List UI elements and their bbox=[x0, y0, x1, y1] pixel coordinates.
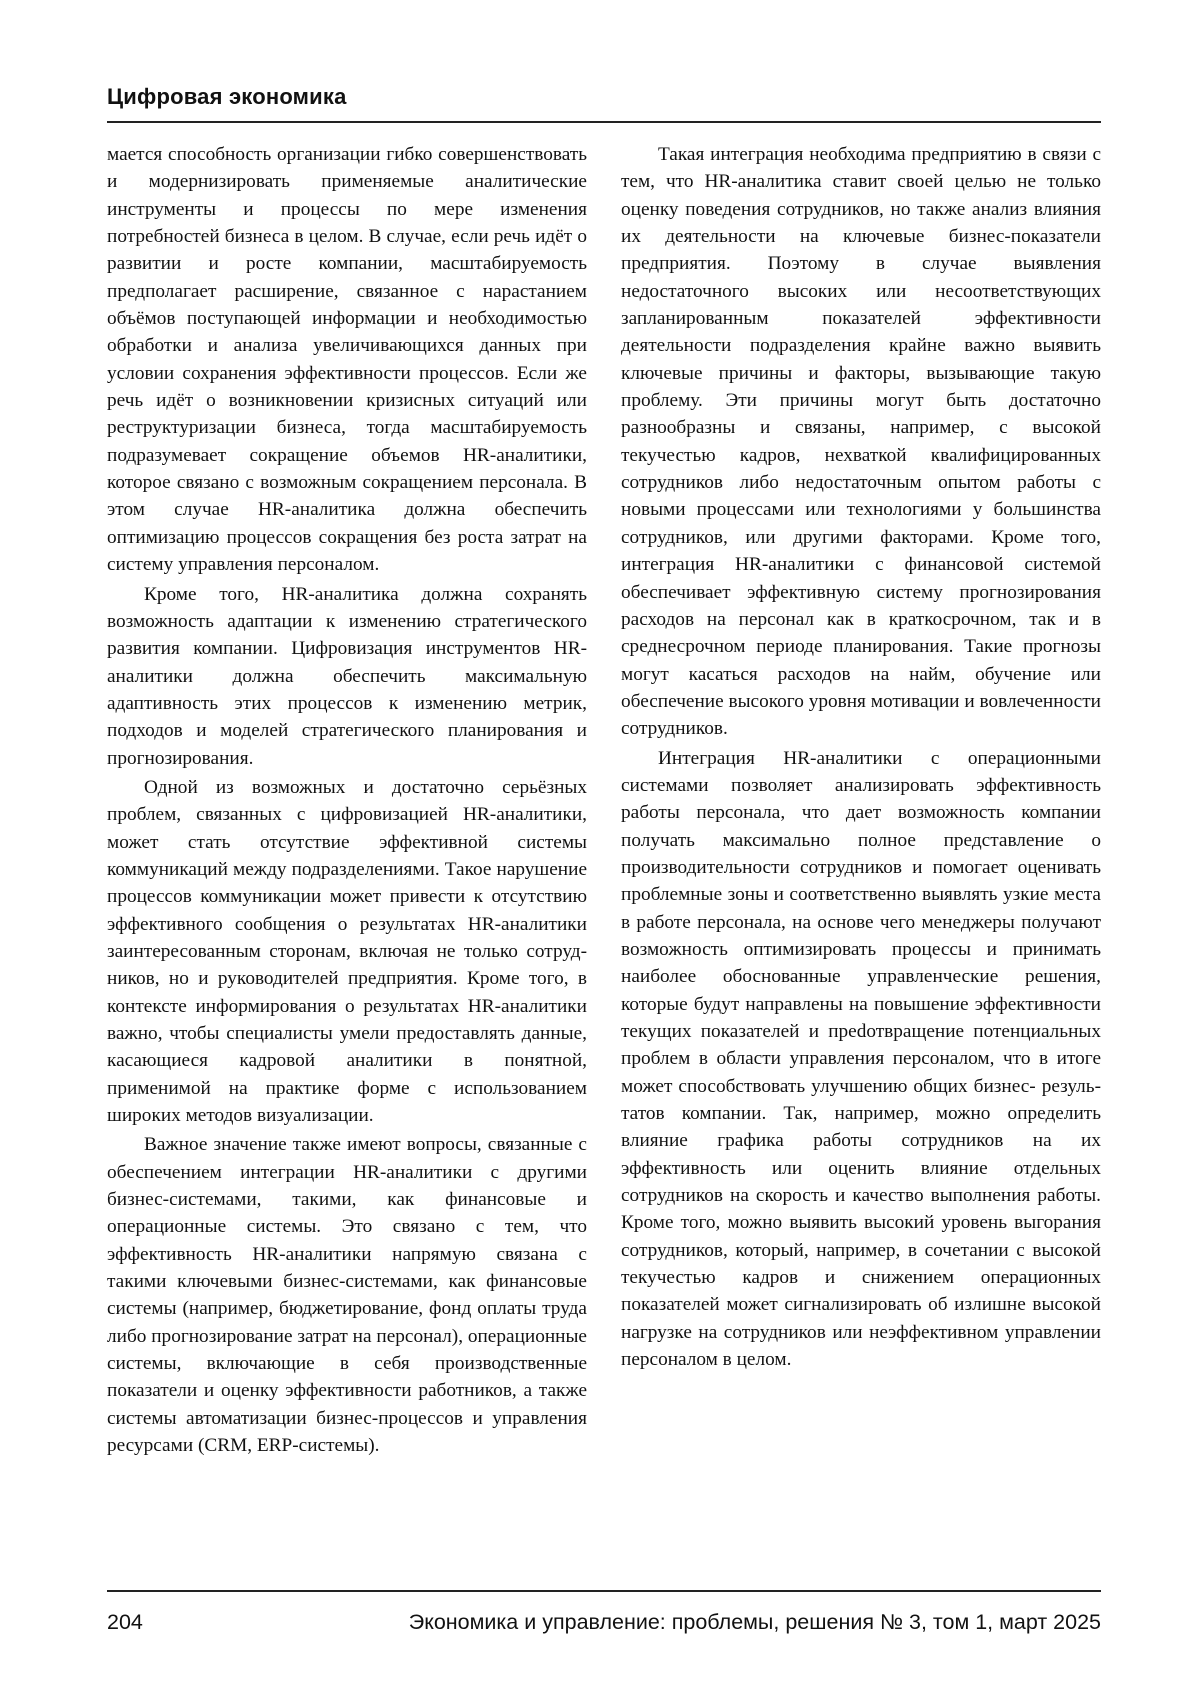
header-rule bbox=[107, 121, 1101, 123]
page-number: 204 bbox=[107, 1610, 143, 1634]
paragraph: Такая интеграция необходима предприятию в связи с тем, что HR-аналитика ставит своей целью не только оценку поведения сотрудников, но также анализ влияния их деятельности на ключевые бизнес-показатели предприятия. Поэтому в случае выявления недостаточного высоких или несоответствующих запланированным показателей эффективности деятельности подразделения крайне важно выявить ключевые причины и факторы, вызывающие такую проблему. Эти причины могут быть достаточно разнообразны и связаны, например, с высокой текучестью кадров, нехваткой квалифицированных сотрудников либо недостаточным опытом работы с новыми процессами или технологиями у большинства сотрудников, или другими факторами. Кроме того, интеграция HR-аналитики с финансовой системой обеспечивает эффективную систему прогнозирования расходов на персонал как в краткосрочном, так и в среднесрочном периоде планирования. Такие прогнозы могут касаться расходов на найм, обучение или обеспечение высокого уровня мотивации и вовлеченности сотрудников. bbox=[621, 144, 1101, 740]
paragraph: Кроме того, HR-аналитика должна сохранять возможность адаптации к изменению стратегического развития компании. Цифровизация инструментов HR-аналитики должна обеспечить максимальную адаптивность этих процессов к изменению метрик, подходов и моделей стратегического планирования и прогнозирования. bbox=[107, 583, 587, 769]
left-column bbox=[107, 141, 587, 1462]
paragraph: Важное значение также имеют вопросы, связанные с обеспечением интеграции HR-аналитики с другими бизнес-системами, такими, как финансовые и операционные системы. Это связано с тем, что эффективность HR-аналитики напрямую связана с такими ключевыми бизнес-системами, как финансовые системы (например, бюджетирование, фонд оплаты труда либо прогнозирование затрат на персонал), операционные системы, включающие в себя производственные показатели и оценку эффективности работников, а также системы автоматизации бизнес-процессов и управления ресурсами (CRM, ERP-системы). bbox=[107, 1134, 587, 1457]
paragraph: Интеграция HR-аналитики с операционными системами позволяет анализировать эффективность работы персонала, что дает возможность компании получать максимально полное представление о производительности сотрудников и помогает оценивать проблемные зоны и соответственно выявлять узкие места в работе персонала, на основе чего менеджеры получают возможность оптимизировать процессы и принимать наиболее обоснованные управленческие решения, которые будут направлены на повышение эффективности текущих показателей и преdотвращение потенциальных проблем в области управления персоналом, что в итоге может способствовать улучшению общих бизнес- результатов компании. Так, например, можно определить влияние графика работы сотрудников на их эффективность или оценить влияние отдельных сотрудников на скорость и качество выполнения работы. Кроме того, можно выявить высокий уровень выгорания сотрудников, который, например, в сочетании с высокой текучестью кадров и снижением операционных показателей может сигнализировать об излишне высокой нагрузке на сотрудников или неэффективном управлении персоналом в целом. bbox=[621, 747, 1101, 1371]
journal-title: Экономика и управление: проблемы, решения № 3, том 1, март 2025 bbox=[408, 1610, 1101, 1634]
footer-rule bbox=[107, 1590, 1101, 1592]
paragraph: Одной из возможных и достаточно серьёзных проблем, связанных с цифровизацией HR-аналитики, может стать отсутствие эффективной системы коммуникаций между подразделениями. Такое нарушение процессов коммуникации может привести к отсутствию эффективного сообщения о результатах HR-аналитики заинтересованным сторонам, включая не только сотрудников, но и руководителей предприятия. Кроме того, в контексте информирования о результатах HR-аналитики важно, чтобы специалисты умели предоставлять данные, касающиеся кадровой аналитики в понятной, применимой на практике форме с использованием широких методов визуализации. bbox=[107, 776, 587, 1127]
section-title: Цифровая экономика bbox=[107, 84, 347, 109]
paragraph: мается способность организации гибко совершенствовать и модернизировать применяемые аналитические инструменты и процессы по мере изменения потребностей бизнеса в целом. В случае, если речь идёт о развитии и росте компании, масштабируемость предполагает расширение, связанное с нарастанием объёмов поступающей информации и необходимостью обработки и анализа увеличивающихся данных при условии сохранения эффективности процессов. Если же речь идёт о возникновении кризисных ситуаций или реструктуризации бизнеса, тогда масштaбируемость подразумевает сокращение объемов HR-аналитики, которое связано с возможным сокращением персонала. В этом случае HR-аналитика должна обеспечить оптимизацию процессов сокращения без роста затрат на систему управления персоналом. bbox=[107, 144, 587, 576]
right-column bbox=[621, 141, 1101, 1375]
